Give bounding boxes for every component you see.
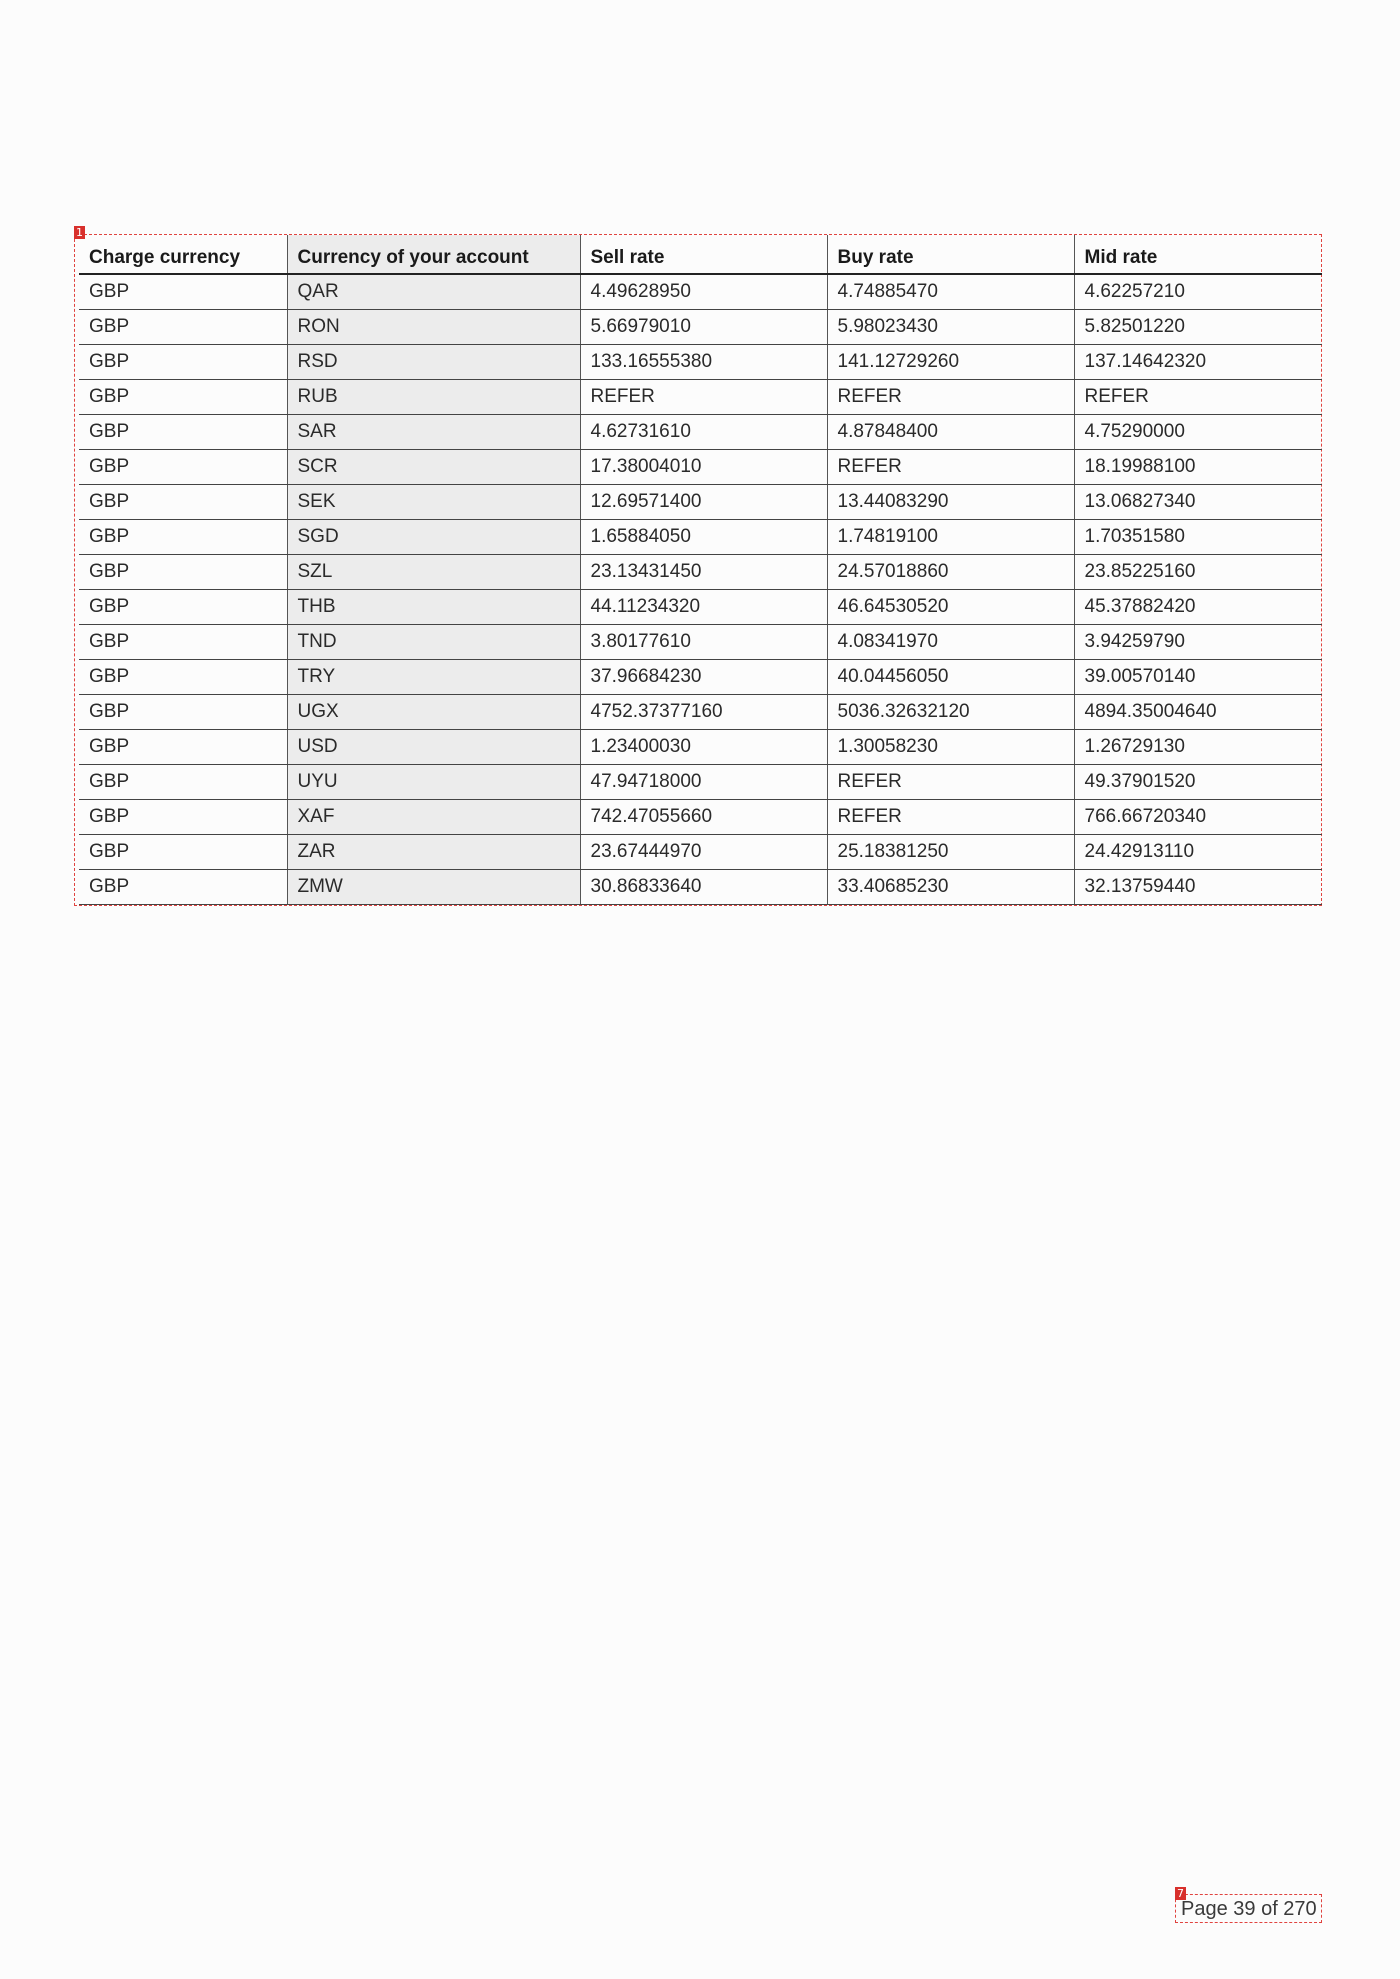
region-number-tag: 1 (76, 226, 83, 239)
charge-currency-cell: GBP (79, 800, 287, 835)
sell-rate-cell: 4.62731610 (580, 415, 827, 450)
sell-rate-cell: 133.16555380 (580, 345, 827, 380)
sell-rate-cell: 44.11234320 (580, 590, 827, 625)
header-charge-currency: Charge currency (79, 235, 287, 274)
account-currency-cell: RSD (287, 345, 580, 380)
charge-currency-cell: GBP (79, 415, 287, 450)
table-row (79, 730, 1322, 765)
table-row (79, 380, 1322, 415)
charge-currency-cell: GBP (79, 310, 287, 345)
mid-rate-cell: 3.94259790 (1074, 625, 1322, 660)
charge-currency-cell: GBP (79, 345, 287, 380)
sell-rate-cell: 37.96684230 (580, 660, 827, 695)
table-row (79, 625, 1322, 660)
buy-rate-cell: 5.98023430 (827, 310, 1074, 345)
table-row (79, 555, 1322, 590)
mid-rate-cell: 13.06827340 (1074, 485, 1322, 520)
account-currency-cell: SGD (287, 520, 580, 555)
charge-currency-cell: GBP (79, 590, 287, 625)
buy-rate-cell: 4.74885470 (827, 274, 1074, 310)
charge-currency-cell: GBP (79, 660, 287, 695)
header-mid-rate: Mid rate (1074, 235, 1322, 274)
account-currency-cell: ZAR (287, 835, 580, 870)
charge-currency-cell: GBP (79, 380, 287, 415)
charge-currency-cell: GBP (79, 835, 287, 870)
buy-rate-cell: 5036.32632120 (827, 695, 1074, 730)
sell-rate-cell: 23.13431450 (580, 555, 827, 590)
mid-rate-cell: REFER (1074, 380, 1322, 415)
mid-rate-cell: 39.00570140 (1074, 660, 1322, 695)
buy-rate-cell: 4.87848400 (827, 415, 1074, 450)
mid-rate-cell: 23.85225160 (1074, 555, 1322, 590)
account-currency-cell: XAF (287, 800, 580, 835)
sell-rate-cell: 3.80177610 (580, 625, 827, 660)
charge-currency-cell: GBP (79, 555, 287, 590)
charge-currency-cell: GBP (79, 695, 287, 730)
buy-rate-cell: 4.08341970 (827, 625, 1074, 660)
sell-rate-cell: REFER (580, 380, 827, 415)
table-row (79, 800, 1322, 835)
exchange-rate-table (79, 235, 1322, 905)
buy-rate-cell: 1.30058230 (827, 730, 1074, 765)
table-row (79, 765, 1322, 800)
account-currency-cell: SZL (287, 555, 580, 590)
buy-rate-cell: 1.74819100 (827, 520, 1074, 555)
mid-rate-cell: 1.26729130 (1074, 730, 1322, 765)
mid-rate-cell: 1.70351580 (1074, 520, 1322, 555)
table-row (79, 835, 1322, 870)
mid-rate-cell: 4894.35004640 (1074, 695, 1322, 730)
charge-currency-cell: GBP (79, 730, 287, 765)
table-row (79, 870, 1322, 905)
buy-rate-cell: 141.12729260 (827, 345, 1074, 380)
buy-rate-cell: REFER (827, 450, 1074, 485)
buy-rate-cell: REFER (827, 765, 1074, 800)
table-row (79, 660, 1322, 695)
mid-rate-cell: 4.75290000 (1074, 415, 1322, 450)
account-currency-cell: TRY (287, 660, 580, 695)
buy-rate-cell: 13.44083290 (827, 485, 1074, 520)
sell-rate-cell: 17.38004010 (580, 450, 827, 485)
table-row (79, 590, 1322, 625)
mid-rate-cell: 32.13759440 (1074, 870, 1322, 905)
sell-rate-cell: 23.67444970 (580, 835, 827, 870)
account-currency-cell: UGX (287, 695, 580, 730)
charge-currency-cell: GBP (79, 870, 287, 905)
buy-rate-cell: 33.40685230 (827, 870, 1074, 905)
sell-rate-cell: 4.49628950 (580, 274, 827, 310)
account-currency-cell: UYU (287, 765, 580, 800)
table-row (79, 310, 1322, 345)
account-currency-cell: TND (287, 625, 580, 660)
account-currency-cell: RON (287, 310, 580, 345)
table-header-row (79, 235, 1322, 274)
table-row (79, 485, 1322, 520)
header-account-currency: Currency of your account (287, 235, 580, 274)
charge-currency-cell: GBP (79, 274, 287, 310)
sell-rate-cell: 30.86833640 (580, 870, 827, 905)
table-row (79, 345, 1322, 380)
buy-rate-cell: REFER (827, 380, 1074, 415)
mid-rate-cell: 4.62257210 (1074, 274, 1322, 310)
buy-rate-cell: 40.04456050 (827, 660, 1074, 695)
charge-currency-cell: GBP (79, 485, 287, 520)
buy-rate-cell: REFER (827, 800, 1074, 835)
table-row (79, 415, 1322, 450)
header-buy-rate: Buy rate (827, 235, 1074, 274)
buy-rate-cell: 46.64530520 (827, 590, 1074, 625)
mid-rate-cell: 45.37882420 (1074, 590, 1322, 625)
sell-rate-cell: 4752.37377160 (580, 695, 827, 730)
account-currency-cell: SAR (287, 415, 580, 450)
mid-rate-cell: 49.37901520 (1074, 765, 1322, 800)
buy-rate-cell: 24.57018860 (827, 555, 1074, 590)
mid-rate-cell: 24.42913110 (1074, 835, 1322, 870)
sell-rate-cell: 1.65884050 (580, 520, 827, 555)
charge-currency-cell: GBP (79, 765, 287, 800)
account-currency-cell: USD (287, 730, 580, 765)
sell-rate-cell: 5.66979010 (580, 310, 827, 345)
table-row (79, 695, 1322, 730)
region-number-tag: 7 (1177, 1887, 1184, 1900)
account-currency-cell: THB (287, 590, 580, 625)
buy-rate-cell: 25.18381250 (827, 835, 1074, 870)
account-currency-cell: SEK (287, 485, 580, 520)
sell-rate-cell: 47.94718000 (580, 765, 827, 800)
mid-rate-cell: 137.14642320 (1074, 345, 1322, 380)
account-currency-cell: SCR (287, 450, 580, 485)
account-currency-cell: QAR (287, 274, 580, 310)
mid-rate-cell: 766.66720340 (1074, 800, 1322, 835)
header-sell-rate: Sell rate (580, 235, 827, 274)
account-currency-cell: RUB (287, 380, 580, 415)
charge-currency-cell: GBP (79, 520, 287, 555)
charge-currency-cell: GBP (79, 450, 287, 485)
mid-rate-cell: 18.19988100 (1074, 450, 1322, 485)
mid-rate-cell: 5.82501220 (1074, 310, 1322, 345)
charge-currency-cell: GBP (79, 625, 287, 660)
table-row (79, 274, 1322, 310)
sell-rate-cell: 12.69571400 (580, 485, 827, 520)
page-number: Page 39 of 270 (1181, 1898, 1317, 1920)
sell-rate-cell: 742.47055660 (580, 800, 827, 835)
table-row (79, 450, 1322, 485)
sell-rate-cell: 1.23400030 (580, 730, 827, 765)
table-row (79, 520, 1322, 555)
account-currency-cell: ZMW (287, 870, 580, 905)
